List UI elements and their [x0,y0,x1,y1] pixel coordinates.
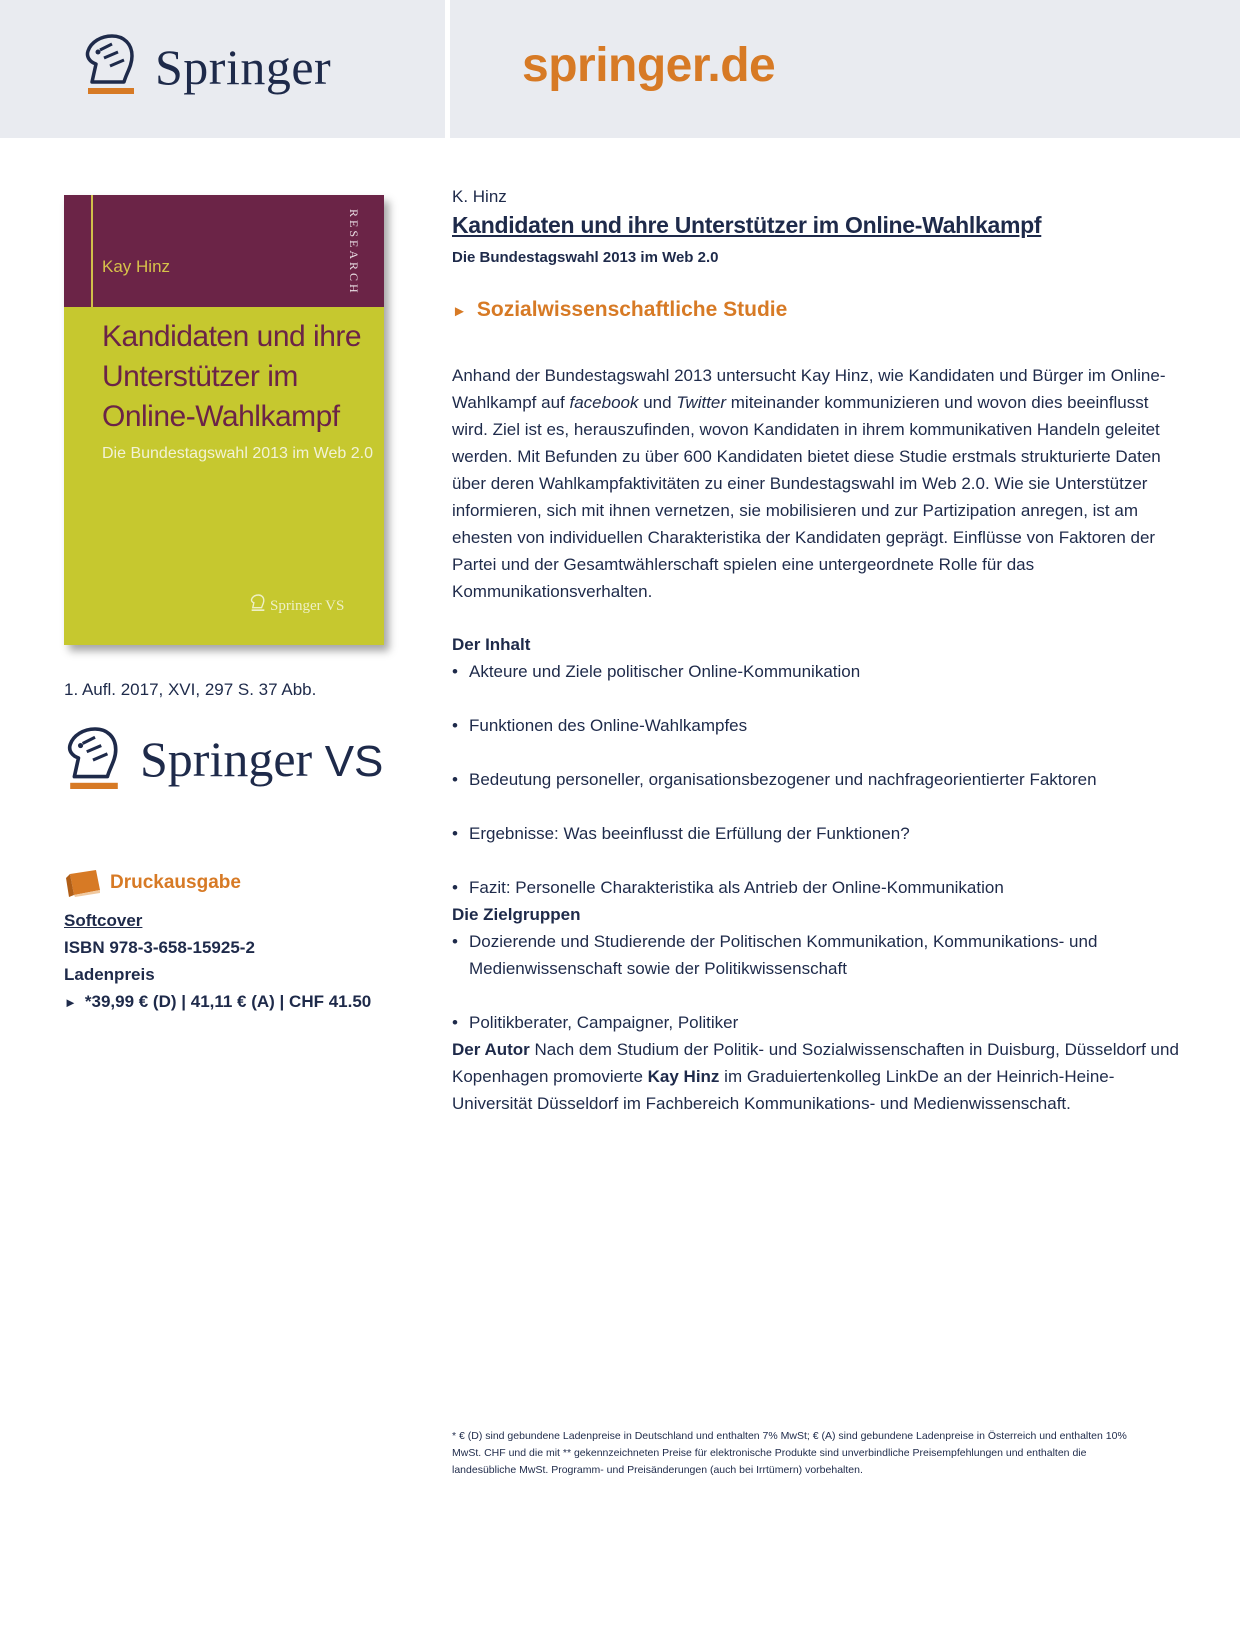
list-item: • Akteure und Ziele politischer Online-Kommunikation [452,658,1182,685]
springer-vs-logo [64,722,404,802]
book-description [452,362,1182,605]
knight-horse-icon [250,593,266,613]
arrow-right-icon: ► [452,303,467,320]
edition-info: 1. Aufl. 2017, XVI, 297 S. 37 Abb. [64,680,317,699]
description-text: Anhand der Bundestagswahl 2013 untersucht Kay Hinz, wie Kandidaten und Bürger im Online-Wahlkampf auf [452,366,1166,412]
cover-title: Kandidaten und ihre Unterstützer im Online-Wahlkampf [102,320,362,433]
print-edition-label: Druckausgabe [110,872,241,893]
list-item: • Dozierende und Studierende der Politischen Kommunikation, Kommunikations- und Medienwissenschaft sowie der Politikwissenschaft [452,928,1182,982]
cover-author: Kay Hinz [102,257,171,276]
book-icon [64,868,104,898]
author-heading: Der Autor [452,1040,530,1059]
cover-top-band [64,195,384,307]
imprint-name: Springer [140,731,313,787]
audience-list [452,928,1182,1036]
description-text: miteinander kommunizieren und wovon dies beeinflusst wird. Ziel ist es, herauszufinden, wovon Kandidaten in ihrem kommunikativen Handeln geleitet werden. Mit Befunden zu über 600 Kandidaten bietet diese Studie erstmals strukturierte Daten über deren Wahlkampfaktivitäten zu einer Bundestagswahl im Web 2.0. Wie sie Unterstützer informieren, sich mit ihnen vernetzen, sie mobilisieren und zur Partizipation anregen, ist am ehesten von individuellen Charakteristika der Kandidaten geprägt. Einflüsse von Faktoren der Partei und der Gesamtwählerschaft spielen eine untergeordnete Rolle für das Kommunikationsverhalten. [452,393,1161,601]
contents-section [452,631,1182,1117]
topic-label: Sozialwissenschaftliche Studie [476,298,788,321]
list-item: • Bedeutung personeller, organisationsbezogener und nachfrageorientierter Faktoren [452,766,1182,793]
contents-heading: Der Inhalt [452,635,531,654]
topic-heading [452,298,1182,322]
book-author: K. Hinz [452,187,507,206]
twitter-term: Twitter [676,393,727,412]
author-name: Kay Hinz [647,1067,720,1086]
list-item: • Funktionen des Online-Wahlkampfes [452,712,1182,739]
price-line [64,988,371,1016]
cover-publisher-text: Springer VS [270,598,345,614]
knight-horse-icon [64,722,124,796]
arrow-right-icon: ► [64,995,77,1010]
description-text: und [638,393,677,412]
cover-publisher [250,593,344,615]
author-bio [452,1036,1182,1117]
format-link[interactable]: Softcover [64,911,143,930]
price-footnote: * € (D) sind gebundene Ladenpreise in Deutschland und enthalten 7% MwSt; € (A) sind gebundene Ladenpreise in Österreich und enthalten 10% MwSt. CHF und die mit ** gekennzeichneten Preise für elektronische Produkte sind unverbindliche Preisempfehlungen und enthalten die landesübliche MwSt. Programm- und Preisänderungen (auch bei Irrtümern) vorbehalten. [452,1430,1127,1476]
springer-vs-wordmark [140,730,383,788]
site-link[interactable]: springer.de [522,39,776,92]
book-title-link[interactable]: Kandidaten und ihre Unterstützer im Online-Wahlkampf [452,212,1042,238]
contents-list [452,658,1182,901]
book-details [452,185,1182,1117]
cover-divider [91,195,93,307]
book-subtitle: Die Bundestagswahl 2013 im Web 2.0 [452,249,719,266]
list-item: • Fazit: Personelle Charakteristika als Antrieb der Online-Kommunikation [452,874,1182,901]
cover-series-label: RESEARCH [347,209,361,296]
audience-heading: Die Zielgruppen [452,905,581,924]
cover-subtitle: Die Bundestagswahl 2013 im Web 2.0 [102,445,373,462]
author-bio-text: Nach dem Studium der Politik- und Sozialwissenschaften in Duisburg, Düsseldorf und Kopenhagen promovierte [452,1040,1179,1086]
isbn: ISBN 978-3-658-15925-2 [64,938,255,957]
springer-logo[interactable] [82,30,372,102]
list-item: • Ergebnisse: Was beeinflusst die Erfüllung der Funktionen? [452,820,1182,847]
facebook-term: facebook [569,393,639,412]
price-label: Ladenpreis [64,965,155,984]
list-item: • Politikberater, Campaigner, Politiker [452,1009,1182,1036]
header-left-panel [0,0,445,138]
imprint-suffix: VS [324,737,384,786]
book-cover [64,195,384,645]
price: *39,99 € (D) | 41,11 € (A) | CHF 41.50 [84,992,372,1011]
springer-wordmark: Springer [155,39,332,95]
author-bio-text: im Graduiertenkolleg LinkDe an der Heinrich-Heine-Universität Düsseldorf im Fachbereich Kommunikations- und Medienwissenschaft. [452,1067,1115,1113]
print-info [64,907,371,1016]
knight-horse-icon [82,30,140,100]
